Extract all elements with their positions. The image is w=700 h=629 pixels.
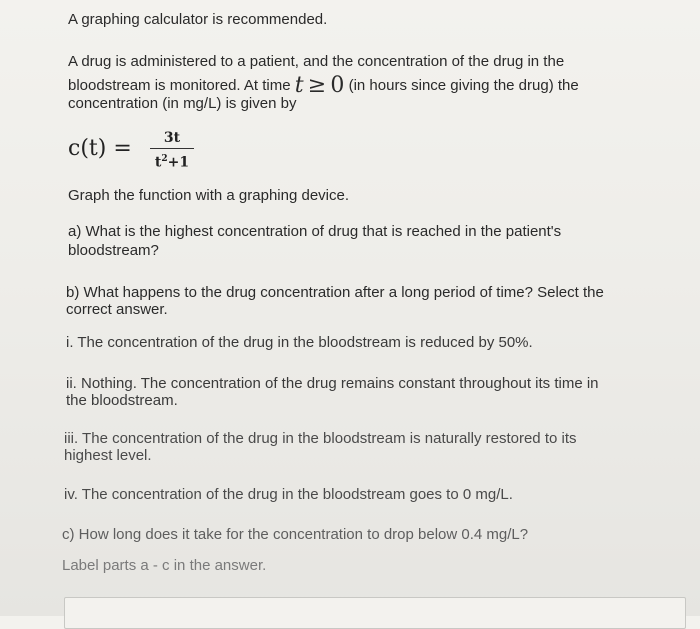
- problem-line-2-pre: bloodstream is monitored. At time: [68, 77, 291, 94]
- option-ii-line-2: the bloodstream.: [66, 392, 178, 409]
- instruction-text: Graph the function with a graphing device.: [68, 187, 350, 204]
- part-b-line-2: correct answer.: [66, 301, 168, 318]
- label-note: Label parts a - c in the answer.: [62, 557, 267, 574]
- option-iii-line-2: highest level.: [64, 447, 152, 464]
- problem-line-2: [68, 74, 579, 96]
- part-a-line-2: bloodstream?: [68, 242, 159, 259]
- formula-denominator: [150, 151, 194, 171]
- formula-numerator: 3t: [163, 130, 181, 146]
- time-variable: t: [294, 73, 304, 98]
- zero-value: 0: [330, 73, 345, 98]
- answer-input[interactable]: [64, 597, 686, 629]
- problem-line-3: concentration (in mg/L) is given by: [68, 95, 297, 112]
- option-iii-line-1: iii. The concentration of the drug in the bloodstream is naturally restored to its: [64, 430, 577, 447]
- fraction-bar: [150, 148, 194, 149]
- option-i: i. The concentration of the drug in the bloodstream is reduced by 50%.: [66, 334, 533, 351]
- denominator-rest: +1: [167, 154, 190, 171]
- formula-fraction: [150, 130, 194, 171]
- part-c-text: c) How long does it take for the concentration to drop below 0.4 mg/L?: [62, 526, 529, 543]
- greater-equal-symbol: ≥: [307, 73, 327, 98]
- denominator-exponent: 2: [161, 154, 168, 164]
- option-iv: iv. The concentration of the drug in the bloodstream goes to 0 mg/L.: [64, 486, 513, 503]
- part-b-line-1: b) What happens to the drug concentration after a long period of time? Select the: [66, 284, 604, 301]
- part-a-line-1: a) What is the highest concentration of drug that is reached in the patient's: [68, 223, 562, 240]
- recommendation-text: A graphing calculator is recommended.: [68, 11, 328, 28]
- formula-lhs: c(t) =: [68, 136, 132, 161]
- problem-line-1: A drug is administered to a patient, and the concentration of the drug in the: [68, 53, 565, 70]
- option-ii-line-1: ii. Nothing. The concentration of the drug remains constant throughout its time in: [66, 375, 599, 392]
- problem-line-2-post: (in hours since giving the drug) the: [348, 77, 579, 94]
- denominator-base: t: [154, 154, 162, 171]
